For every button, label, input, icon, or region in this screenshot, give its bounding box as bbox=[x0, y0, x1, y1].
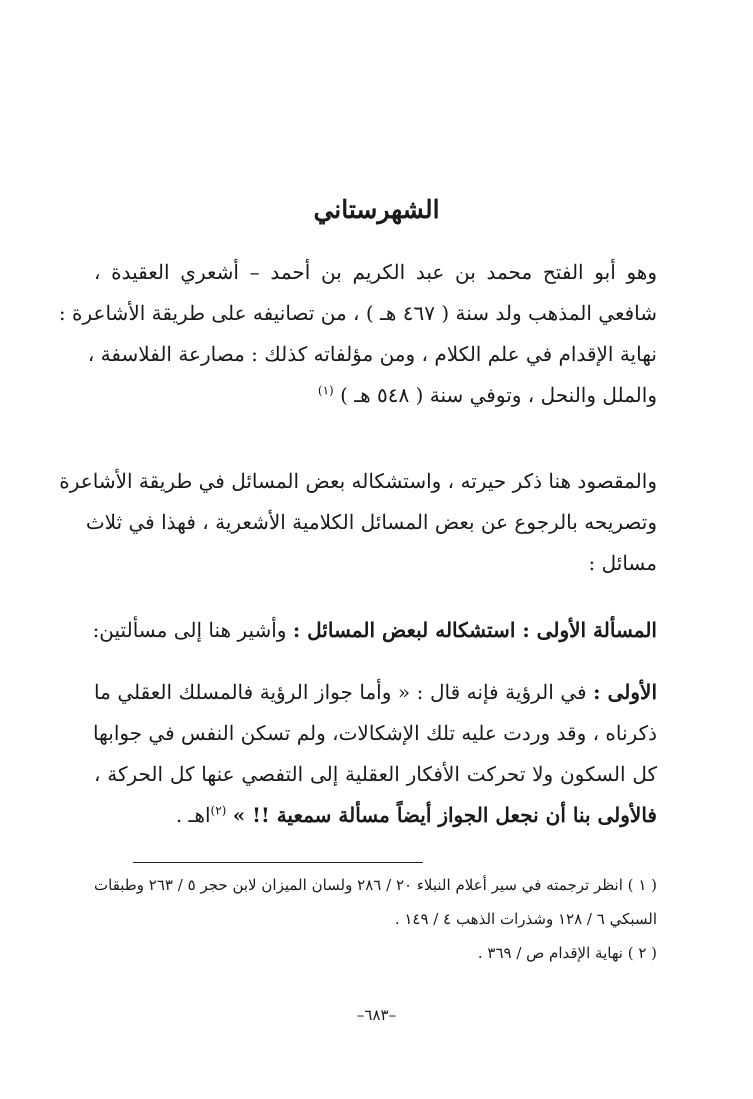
text-line: شافعي المذهب ولد سنة ( ٤٦٧ هـ ) ، من تصانيفه على طريقة الأشاعرة : bbox=[58, 301, 657, 325]
footnote-ref-2: (٢) bbox=[210, 803, 227, 818]
text-line-content: في الرؤية فإنه قال : « وأما جواز الرؤية فالمسلك العقلي ما bbox=[94, 680, 594, 704]
text-line bbox=[94, 672, 657, 713]
footnote-line: ( ١ ) انظر ترجمته في سير أعلام النبلاء ٢٠ / ٢٨٦ ولسان الميزان لابن حجر ٥ / ٢٦٣ وطبقات bbox=[94, 876, 658, 894]
footnote-ref-1: (١) bbox=[317, 383, 334, 398]
first-label: الأولى : bbox=[593, 680, 658, 704]
text-line bbox=[94, 610, 657, 651]
vision-paragraph bbox=[94, 672, 657, 836]
text-line: والمقصود هنا ذكر حيرته ، واستشكاله بعض المسائل في طريقة الأشاعرة bbox=[59, 469, 657, 493]
footnote-divider bbox=[133, 862, 423, 863]
page-number: –٦٨٣– bbox=[356, 1006, 397, 1024]
text-line: وتصريحه بالرجوع عن بعض المسائل الكلامية الأشعرية ، فهذا في ثلاث bbox=[85, 510, 657, 534]
footnote-line: ( ٢ ) نهاية الإقدام ص / ٣٦٩ . bbox=[477, 944, 657, 962]
quote-end-bold: فالأولى بنا أن نجعل الجواز أيضاً مسألة سمعية !! » bbox=[232, 803, 657, 827]
text-line: مسائل : bbox=[588, 551, 657, 575]
text-line: كل السكون ولا تحركت الأفكار العقلية إلى التفصي عنها كل الحركة ، bbox=[94, 762, 657, 786]
text-line: وهو أبو الفتح محمد بن عبد الكريم بن أحمد – أشعري العقيدة ، bbox=[94, 260, 657, 284]
text-line bbox=[94, 375, 657, 416]
page-title: الشهرستاني bbox=[313, 195, 440, 224]
issue-heading-bold: المسألة الأولى : استشكاله لبعض المسائل : bbox=[292, 618, 657, 642]
purpose-paragraph bbox=[59, 461, 657, 584]
biography-paragraph bbox=[58, 252, 657, 416]
first-issue-heading bbox=[94, 610, 657, 651]
text-line bbox=[94, 795, 657, 836]
footnote-line: السبكي ٦ / ١٢٨ وشذرات الذهب ٤ / ١٤٩ . bbox=[394, 910, 657, 928]
footnotes bbox=[94, 868, 657, 970]
text-line: نهاية الإقدام في علم الكلام ، ومن مؤلفاته كذلك : مصارعة الفلاسفة ، bbox=[87, 342, 657, 366]
issue-heading-rest: وأشير هنا إلى مسألتين: bbox=[92, 618, 293, 642]
text-line-content: والملل والنحل ، وتوفي سنة ( ٥٤٨ هـ ) bbox=[340, 383, 657, 407]
text-line: ذكرناه ، وقد وردت عليه تلك الإشكالات، ولم تسكن النفس في جوابها bbox=[92, 721, 657, 745]
text-line-end: اهـ . bbox=[175, 803, 211, 827]
